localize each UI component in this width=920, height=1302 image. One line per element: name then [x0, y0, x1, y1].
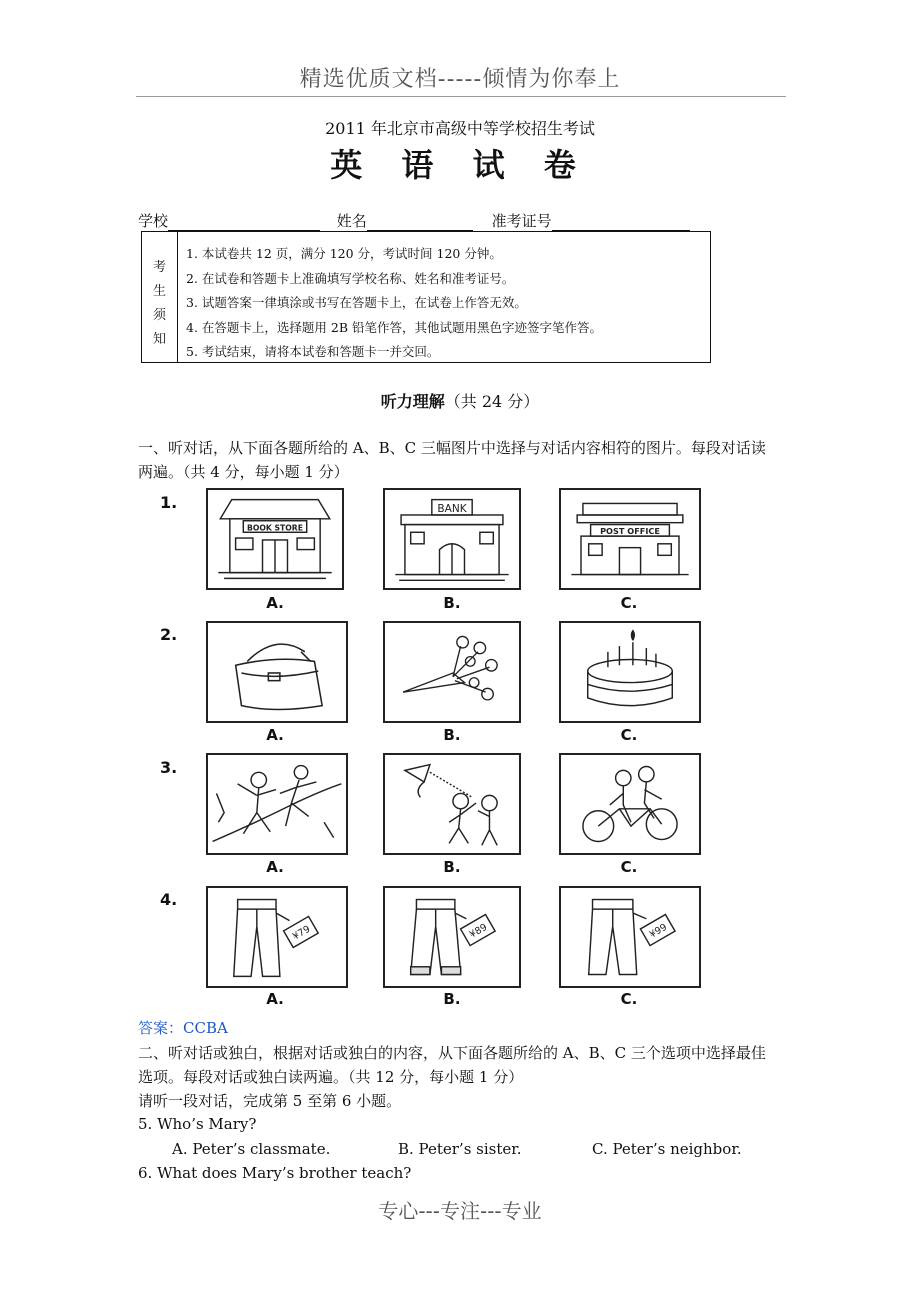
- option-letter: C.: [620, 594, 638, 612]
- sign-text: POST OFFICE: [600, 526, 660, 537]
- climbing-picture[interactable]: [206, 753, 348, 855]
- kite-picture[interactable]: [383, 753, 521, 855]
- option-letter: C.: [620, 726, 638, 744]
- notice-item: 1. 本试卷共 12 页，满分 120 分，考试时间 120 分钟。: [186, 246, 502, 261]
- exam-id-label: 准考证号: [491, 212, 552, 230]
- bank-picture[interactable]: [383, 488, 521, 590]
- question-5: 5. Who’s Mary?: [138, 1115, 257, 1133]
- price-tag: ¥89: [467, 921, 490, 941]
- notice-list: [186, 242, 602, 365]
- question-number: 4.: [160, 890, 178, 909]
- notice-label-char: 考: [152, 260, 166, 275]
- sign-text: BANK: [437, 503, 467, 516]
- bookstore-picture[interactable]: [206, 488, 344, 590]
- question-number: 1.: [160, 493, 178, 512]
- page-footer: 专心---专注---专业: [378, 1199, 542, 1223]
- part2-sub-instruction: 请听一段对话，完成第 5 至第 6 小题。: [138, 1092, 402, 1110]
- notice-label-char: 须: [152, 308, 166, 323]
- q5-option-b[interactable]: B. Peter’s sister.: [398, 1140, 522, 1158]
- notice-item: 3. 试题答案一律填涂或书写在答题卡上，在试卷上作答无效。: [186, 295, 527, 311]
- trousers-89-picture[interactable]: [383, 886, 521, 988]
- header-divider: [136, 96, 786, 97]
- notice-box: [141, 231, 711, 363]
- question-number: 3.: [160, 758, 178, 777]
- option-letter: A.: [266, 594, 284, 612]
- school-label: 学校: [138, 212, 169, 230]
- handbag-picture[interactable]: [206, 621, 348, 723]
- notice-item: 4. 在答题卡上，选择题用 2B 铅笔作答，其他试题用黑色字迹签字笔作答。: [186, 319, 602, 335]
- option-letter: B.: [443, 726, 461, 744]
- exam-title: 2011 年北京市高级中等学校招生考试: [325, 119, 595, 138]
- main-title: 英 语 试 卷: [330, 146, 590, 184]
- question-number: 2.: [160, 625, 178, 644]
- notice-item: 5. 考试结束，请将本试卷和答题卡一并交回。: [186, 344, 440, 360]
- option-letter: C.: [620, 990, 638, 1008]
- birthday-cake-picture[interactable]: [559, 621, 701, 723]
- price-tag: ¥79: [290, 923, 313, 943]
- trousers-99-picture[interactable]: [559, 886, 701, 988]
- name-blank[interactable]: [367, 216, 473, 231]
- cycling-picture[interactable]: [559, 753, 701, 855]
- option-letter: B.: [443, 858, 461, 876]
- price-tag: ¥99: [647, 921, 670, 941]
- student-info-line: [138, 210, 690, 231]
- option-letter: B.: [443, 594, 461, 612]
- flowers-picture[interactable]: [383, 621, 521, 723]
- option-letter: A.: [266, 990, 284, 1008]
- answer-text: 答案：CCBA: [138, 1019, 228, 1037]
- notice-item: 2. 在试卷和答题卡上准确填写学校名称、姓名和准考证号。: [186, 270, 515, 286]
- section-name: 听力理解: [380, 392, 445, 411]
- trousers-79-picture[interactable]: [206, 886, 348, 988]
- section-score: （共 24 分）: [444, 392, 540, 411]
- q5-option-a[interactable]: A. Peter’s classmate.: [172, 1140, 331, 1158]
- option-letter: A.: [266, 858, 284, 876]
- section-title: [0, 389, 920, 412]
- notice-label-char: 知: [152, 332, 166, 347]
- notice-label-char: 生: [152, 284, 166, 299]
- name-label: 姓名: [336, 212, 367, 230]
- option-letter: B.: [443, 990, 461, 1008]
- option-letter: A.: [266, 726, 284, 744]
- part2-instruction: 二、听对话或独白，根据对话或独白的内容，从下面各题所给的 A、B、C 三个选项中选择最佳选项。每段对话或独白读两遍。（共 12 分，每小题 1 分）: [138, 1044, 766, 1086]
- school-blank[interactable]: [168, 216, 320, 231]
- question-6: 6. What does Mary’s brother teach?: [138, 1164, 412, 1182]
- option-letter: C.: [620, 858, 638, 876]
- q5-option-c[interactable]: C. Peter’s neighbor.: [592, 1140, 742, 1158]
- sign-text: BOOK STORE: [247, 523, 303, 533]
- post-office-picture[interactable]: [559, 488, 701, 590]
- exam-id-blank[interactable]: [552, 216, 690, 231]
- notice-label: [142, 232, 178, 362]
- part1-instruction: 一、听对话，从下面各题所给的 A、B、C 三幅图片中选择与对话内容相符的图片。每段对话读两遍。（共 4 分，每小题 1 分）: [138, 439, 766, 481]
- page-header: 精选优质文档-----倾情为你奉上: [299, 67, 621, 92]
